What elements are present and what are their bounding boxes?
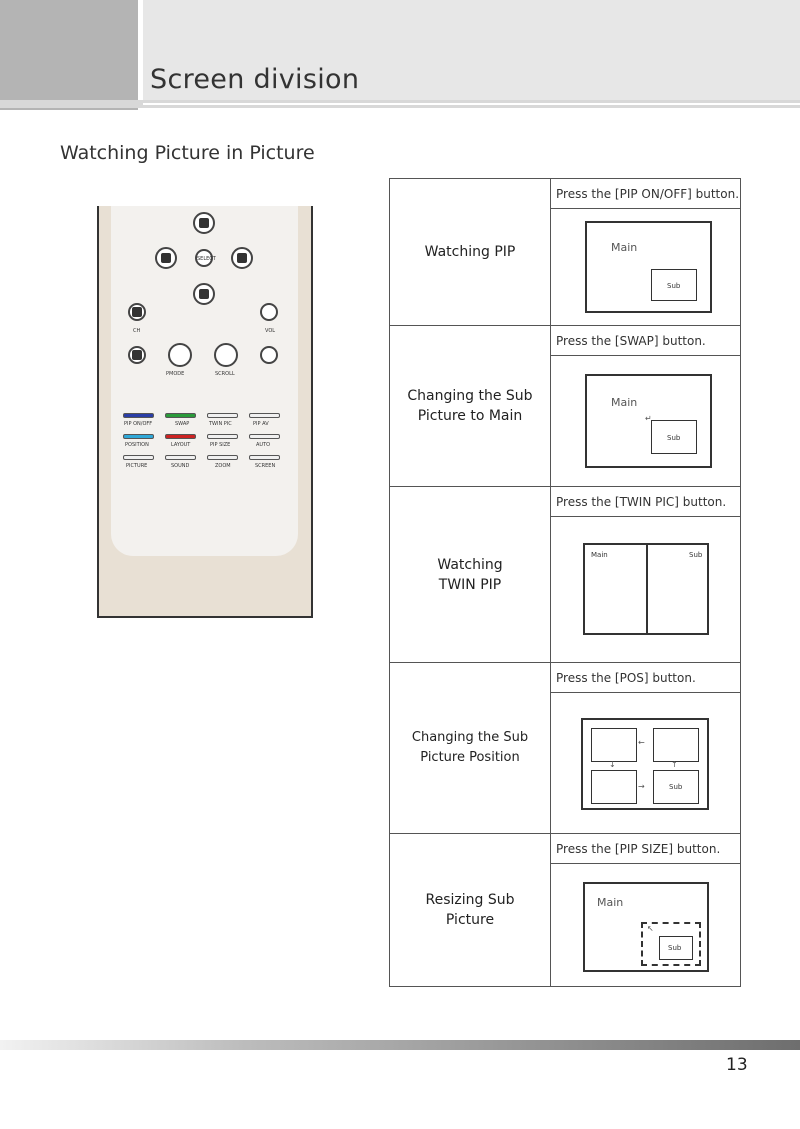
- table-row: [390, 326, 741, 356]
- swap-bar: [165, 413, 196, 418]
- feature-label: Watching PIP: [424, 244, 516, 260]
- picture-bar: [123, 455, 154, 460]
- feature-label: Resizing Sub Picture: [425, 892, 515, 928]
- scroll-button-icon: [214, 343, 238, 367]
- main-label: Main: [611, 396, 638, 409]
- footer-bar: [0, 1040, 800, 1050]
- position-bottom-right: [653, 770, 699, 804]
- pip-modes-table: [389, 178, 741, 987]
- sound-bar: [165, 455, 196, 460]
- sub-window-diagram: [651, 420, 697, 454]
- ch-down-button-icon: [128, 346, 146, 364]
- vol-down-button-icon: [260, 346, 278, 364]
- sub-label: Sub: [667, 434, 681, 442]
- position-screen-diagram: [581, 718, 709, 810]
- auto-label: AUTO: [256, 442, 271, 448]
- pip-size-bar: [207, 434, 238, 439]
- feature-cell: [390, 834, 551, 987]
- instruction-cell: Press the [TWIN PIC] button.: [551, 487, 741, 517]
- remote-face: [111, 206, 298, 556]
- auto-bar: [249, 434, 280, 439]
- diagram-cell: [551, 209, 741, 326]
- ch-up-button-icon: [128, 303, 146, 321]
- position-top-left: [591, 728, 637, 762]
- sub-window-diagram: [651, 269, 697, 301]
- sub-label: Sub: [668, 944, 682, 952]
- page-number: 13: [726, 1055, 748, 1075]
- screen-label: SCREEN: [255, 463, 276, 469]
- feature-label: Changing the Sub Picture to Main: [407, 388, 533, 424]
- select-label: SELECT: [197, 256, 216, 262]
- diagram-cell: [551, 517, 741, 663]
- pip-onoff-bar: [123, 413, 154, 418]
- pmode-button-icon: [168, 343, 192, 367]
- main-label: Main: [591, 551, 608, 559]
- zoom-bar: [207, 455, 238, 460]
- arrow-up-icon: ↑: [671, 760, 678, 769]
- main-label: Main: [597, 896, 624, 909]
- scroll-label: SCROLL: [215, 371, 235, 377]
- arrow-down-icon: ↓: [609, 760, 616, 769]
- table-row: [390, 834, 741, 864]
- remote-control-illustration: [97, 206, 313, 618]
- sub-label: Sub: [667, 282, 681, 290]
- diagram-cell: [551, 356, 741, 487]
- instruction-cell: Press the [PIP SIZE] button.: [551, 834, 741, 864]
- header-divider-highlight: [143, 103, 800, 105]
- sub-label: Sub: [669, 783, 683, 791]
- pmode-label: PMODE: [166, 371, 185, 377]
- position-bottom-left: [591, 770, 637, 804]
- diagram-cell: [551, 864, 741, 987]
- sound-label: SOUND: [171, 463, 190, 469]
- picture-label: PICTURE: [126, 463, 148, 469]
- sub-label: Sub: [689, 551, 703, 559]
- right-button-icon: [231, 247, 253, 269]
- main-screen-diagram: [585, 374, 712, 468]
- vol-label: VOL: [265, 328, 276, 334]
- feature-label: Changing the Sub Picture Position: [411, 730, 529, 765]
- main-screen-diagram: [585, 221, 712, 313]
- table-row: [390, 487, 741, 517]
- swap-arrow-icon: ↵: [645, 414, 652, 423]
- page-title: Screen division: [150, 64, 360, 95]
- ch-label: CH: [133, 328, 141, 334]
- position-top-right: [653, 728, 699, 762]
- resize-arrow-icon: ↖: [647, 924, 654, 933]
- instruction-cell: Press the [SWAP] button.: [551, 326, 741, 356]
- position-bar: [123, 434, 154, 439]
- pip-av-label: PIP AV: [253, 421, 269, 427]
- instruction-cell: Press the [POS] button.: [551, 663, 741, 693]
- position-label: POSITION: [125, 442, 149, 448]
- layout-label: LAYOUT: [171, 442, 191, 448]
- twin-screen-diagram: [583, 543, 709, 635]
- feature-cell: [390, 487, 551, 663]
- feature-cell: [390, 326, 551, 487]
- section-title: Watching Picture in Picture: [60, 142, 315, 164]
- header-block: [0, 0, 138, 110]
- resize-screen-diagram: [583, 882, 709, 972]
- arrow-right-icon: →: [638, 782, 645, 791]
- table-row: [390, 179, 741, 209]
- instruction-cell: Press the [PIP ON/OFF] button.: [551, 179, 741, 209]
- pip-size-label: PIP SIZE: [210, 442, 231, 448]
- pip-av-bar: [249, 413, 280, 418]
- screen-bar: [249, 455, 280, 460]
- zoom-label: ZOOM: [215, 463, 231, 469]
- up-button-icon: [193, 212, 215, 234]
- layout-bar: [165, 434, 196, 439]
- main-label: Main: [611, 241, 638, 254]
- table-row: [390, 663, 741, 693]
- swap-label: SWAP: [175, 421, 190, 427]
- diagram-cell: [551, 693, 741, 834]
- feature-cell: [390, 663, 551, 834]
- down-button-icon: [193, 283, 215, 305]
- arrow-left-icon: ←: [638, 738, 645, 747]
- twin-divider: [646, 545, 648, 633]
- left-button-icon: [155, 247, 177, 269]
- feature-cell: [390, 179, 551, 326]
- feature-label: Watching TWIN PIP: [437, 556, 503, 593]
- vol-up-button-icon: [260, 303, 278, 321]
- twin-pic-label: TWIN PIC: [209, 421, 232, 427]
- pip-onoff-label: PIP ON/OFF: [124, 421, 153, 427]
- sub-window-diagram: [659, 936, 693, 960]
- twin-pic-bar: [207, 413, 238, 418]
